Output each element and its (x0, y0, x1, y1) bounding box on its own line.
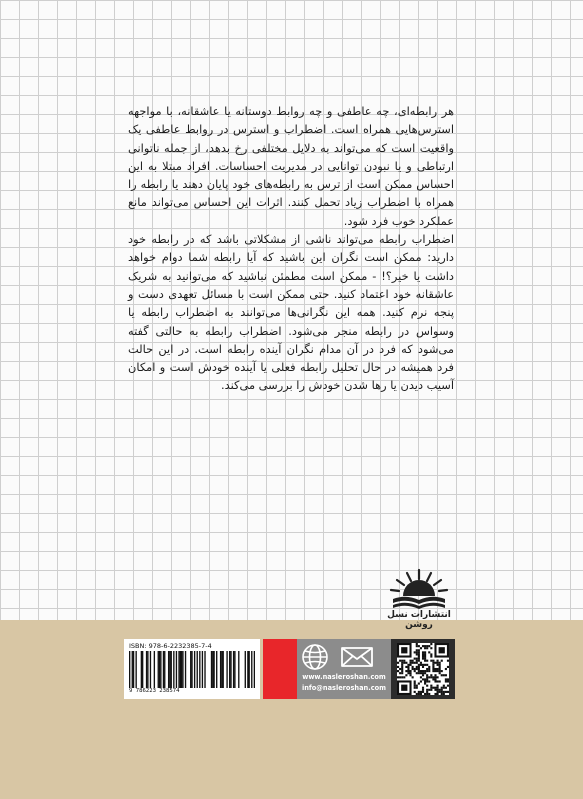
red-block (263, 639, 297, 699)
barcode-bar (159, 651, 160, 688)
barcode-bar (202, 651, 203, 688)
barcode-bar (142, 651, 143, 688)
barcode-bar (135, 651, 136, 688)
barcode-bar (254, 651, 255, 688)
barcode-bar (173, 651, 174, 688)
barcode-bars (129, 651, 255, 688)
barcode-bar (163, 651, 164, 688)
qr-code-icon (397, 643, 449, 695)
barcode-bar (229, 651, 230, 688)
barcode-bar (194, 651, 195, 688)
barcode-bar (204, 651, 205, 688)
contact-panel (297, 639, 391, 699)
envelope-icon (341, 647, 373, 667)
barcode-bar (182, 651, 183, 688)
qr-panel (391, 639, 455, 699)
barcode-bar (168, 651, 169, 688)
barcode-bar (238, 651, 239, 688)
globe-icon (300, 642, 330, 672)
barcode-bar (247, 651, 248, 688)
isbn-label: ISBN: 978-6-2232385-7-4 (129, 642, 212, 650)
barcode-bar (181, 651, 182, 688)
barcode-bar (147, 651, 148, 688)
barcode-bar (158, 651, 159, 688)
barcode-bar (216, 651, 217, 688)
paragraph-2: اضطراب رابطه می‌تواند ناشی از مشکلاتی باشد که در رابطه خود دارید: ممکن است نگران این باشید که آیا رابطه شما دوام خواهد داشت یا خیر؟! - ممکن است مطمئن نباشید که می‌توانید به شریک عاشقانه خود اعتماد کنید. حتی ممکن است با مسائل تعهدی دست و پنجه نرم کنید. همه این نگرانی‌ها می‌توانند به اضطراب رابطه یا وسواس در رابطه منجر می‌شود. اضطراب رابطه به حالتی گفته می‌شود که فرد در آن مدام نگران آینده رابطه است. در این حالت فرد همیشه در حال تحلیل رابطه فعلی یا آینده خودش است و امکان آسیب دیدن یا رها شدن خودش را بررسی می‌کند. (128, 232, 454, 393)
barcode-bar (146, 651, 147, 688)
barcode-bar (212, 651, 213, 688)
barcode-bar (251, 651, 252, 688)
barcode-panel (124, 639, 260, 699)
back-cover-text (128, 102, 454, 395)
barcode-bar (220, 651, 221, 688)
barcode-bar (234, 651, 235, 688)
barcode-bar (171, 651, 172, 688)
barcode-bar (129, 651, 130, 688)
barcode-bar (178, 651, 179, 688)
barcode-bar (185, 651, 186, 688)
barcode-bar (164, 651, 165, 688)
rising-sun-book-icon (387, 566, 451, 610)
barcode-bar (230, 651, 231, 688)
barcode-digits: 9 786223 238574 (129, 688, 180, 694)
barcode-bar (176, 651, 177, 688)
barcode-bar (150, 651, 151, 688)
barcode-bar (141, 651, 142, 688)
barcode-bar (226, 651, 227, 688)
barcode-bar (197, 651, 198, 688)
barcode-bar (199, 651, 200, 688)
barcode-bar (223, 651, 224, 688)
publisher-name: انتشارات نسل روشن (387, 610, 451, 630)
paragraph-1: هر رابطه‌ای، چه عاطفی و چه روابط دوستانه یا عاشقانه، با مواجهه استرس‌هایی همراه است. اضطراب و استرس در روابط عاطفی یک واقعیت است که می‌تواند به دلایل مختلفی رخ بدهد، از جمله ناتوانی ارتباطی و یا نبودن توانایی در مدیریت احساسات. افراد مبتلا به این احساس ممکن است از ترس به رابطه‌های خود پایان دهند یا رابطه را همراه با اضطراب زیاد تحمل کنند. اثرات این احساس می‌تواند مانع عملکرد خوب فرد شود. (128, 104, 454, 228)
barcode-bar (191, 651, 192, 688)
barcode-bar (211, 651, 212, 688)
barcode-bar (245, 651, 246, 688)
email-address[interactable]: info@nasleroshan.com (301, 684, 387, 692)
barcode-bar (169, 651, 170, 688)
barcode-bar (133, 651, 134, 688)
barcode-bar (154, 651, 155, 688)
barcode-bar (249, 651, 250, 688)
website-url[interactable]: www.nasleroshan.com (302, 673, 386, 681)
barcode-bar (233, 651, 234, 688)
barcode-bar (213, 651, 214, 688)
barcode-bar (221, 651, 222, 688)
barcode-bar (160, 651, 161, 688)
publisher-logo (381, 566, 457, 632)
barcode-bar (190, 651, 191, 688)
barcode-bar (132, 651, 133, 688)
barcode-bar (180, 651, 181, 688)
